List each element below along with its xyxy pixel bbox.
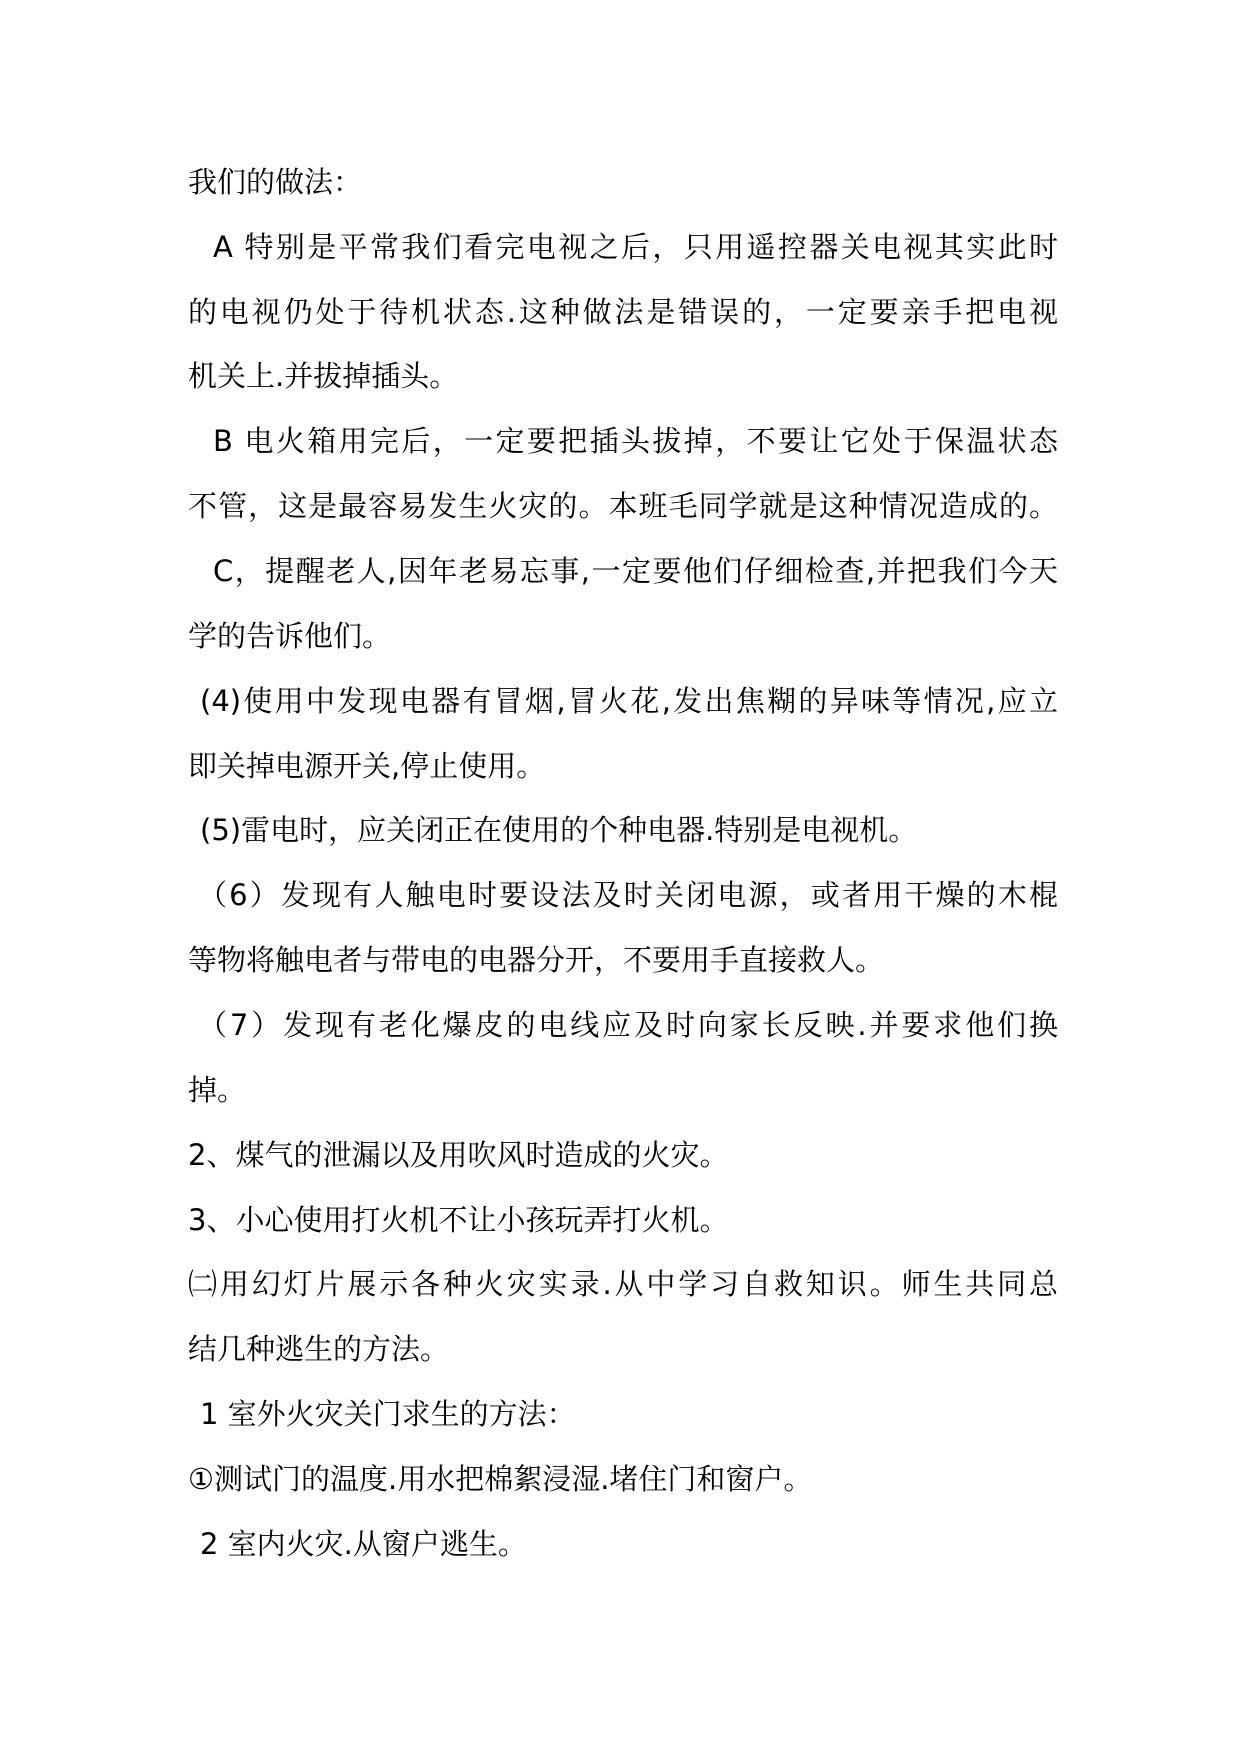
text-line: 我们的做法： xyxy=(188,165,363,199)
text-line: 的电视仍处于待机状态.这种做法是错误的，一定要亲手把电视 xyxy=(188,295,1058,329)
text-line: （7）发现有老化爆皮的电线应及时向家长反映.并要求他们换 xyxy=(198,1008,1058,1042)
text-line: A 特别是平常我们看完电视之后，只用遥控器关电视其实此时 xyxy=(213,230,1058,264)
text-line: 掉。 xyxy=(188,1073,247,1107)
text-line: 等物将触电者与带电的电器分开，不要用手直接救人。 xyxy=(188,943,885,977)
text-line: 结几种逃生的方法。 xyxy=(188,1332,450,1366)
text-line: (4)使用中发现电器有冒烟,冒火花,发出焦糊的异味等情况,应立 xyxy=(200,684,1058,718)
text-line: 1 室外火灾关门求生的方法： xyxy=(200,1397,576,1431)
text-line: 学的告诉他们。 xyxy=(188,619,392,653)
text-line: (5)雷电时，应关闭正在使用的个种电器.特别是电视机。 xyxy=(200,813,918,847)
text-line: 即关掉电源开关,停止使用。 xyxy=(188,749,546,783)
text-line: （6）发现有人触电时要设法及时关闭电源，或者用干燥的木棍 xyxy=(198,878,1058,912)
text-line: 不管，这是最容易发生火灾的。本班毛同学就是这种情况造成的。 xyxy=(188,489,1058,523)
text-line: 2、煤气的泄漏以及用吹风时造成的火灾。 xyxy=(188,1138,729,1172)
text-line: 2 室内火灾.从窗户逃生。 xyxy=(200,1527,527,1561)
text-line: B 电火箱用完后，一定要把插头拔掉，不要让它处于保温状态 xyxy=(213,424,1058,458)
text-line: ㈡用幻灯片展示各种火灾实录.从中学习自救知识。师生共同总 xyxy=(188,1267,1058,1301)
text-line: 3、小心使用打火机不让小孩玩弄打火机。 xyxy=(188,1203,729,1237)
text-line: C，提醒老人,因年老易忘事,一定要他们仔细检查,并把我们今天 xyxy=(213,554,1058,588)
text-line: ①测试门的温度.用水把棉絮浸湿.堵住门和窗户。 xyxy=(188,1462,813,1496)
text-line: 机关上.并拔掉插头。 xyxy=(188,359,459,393)
